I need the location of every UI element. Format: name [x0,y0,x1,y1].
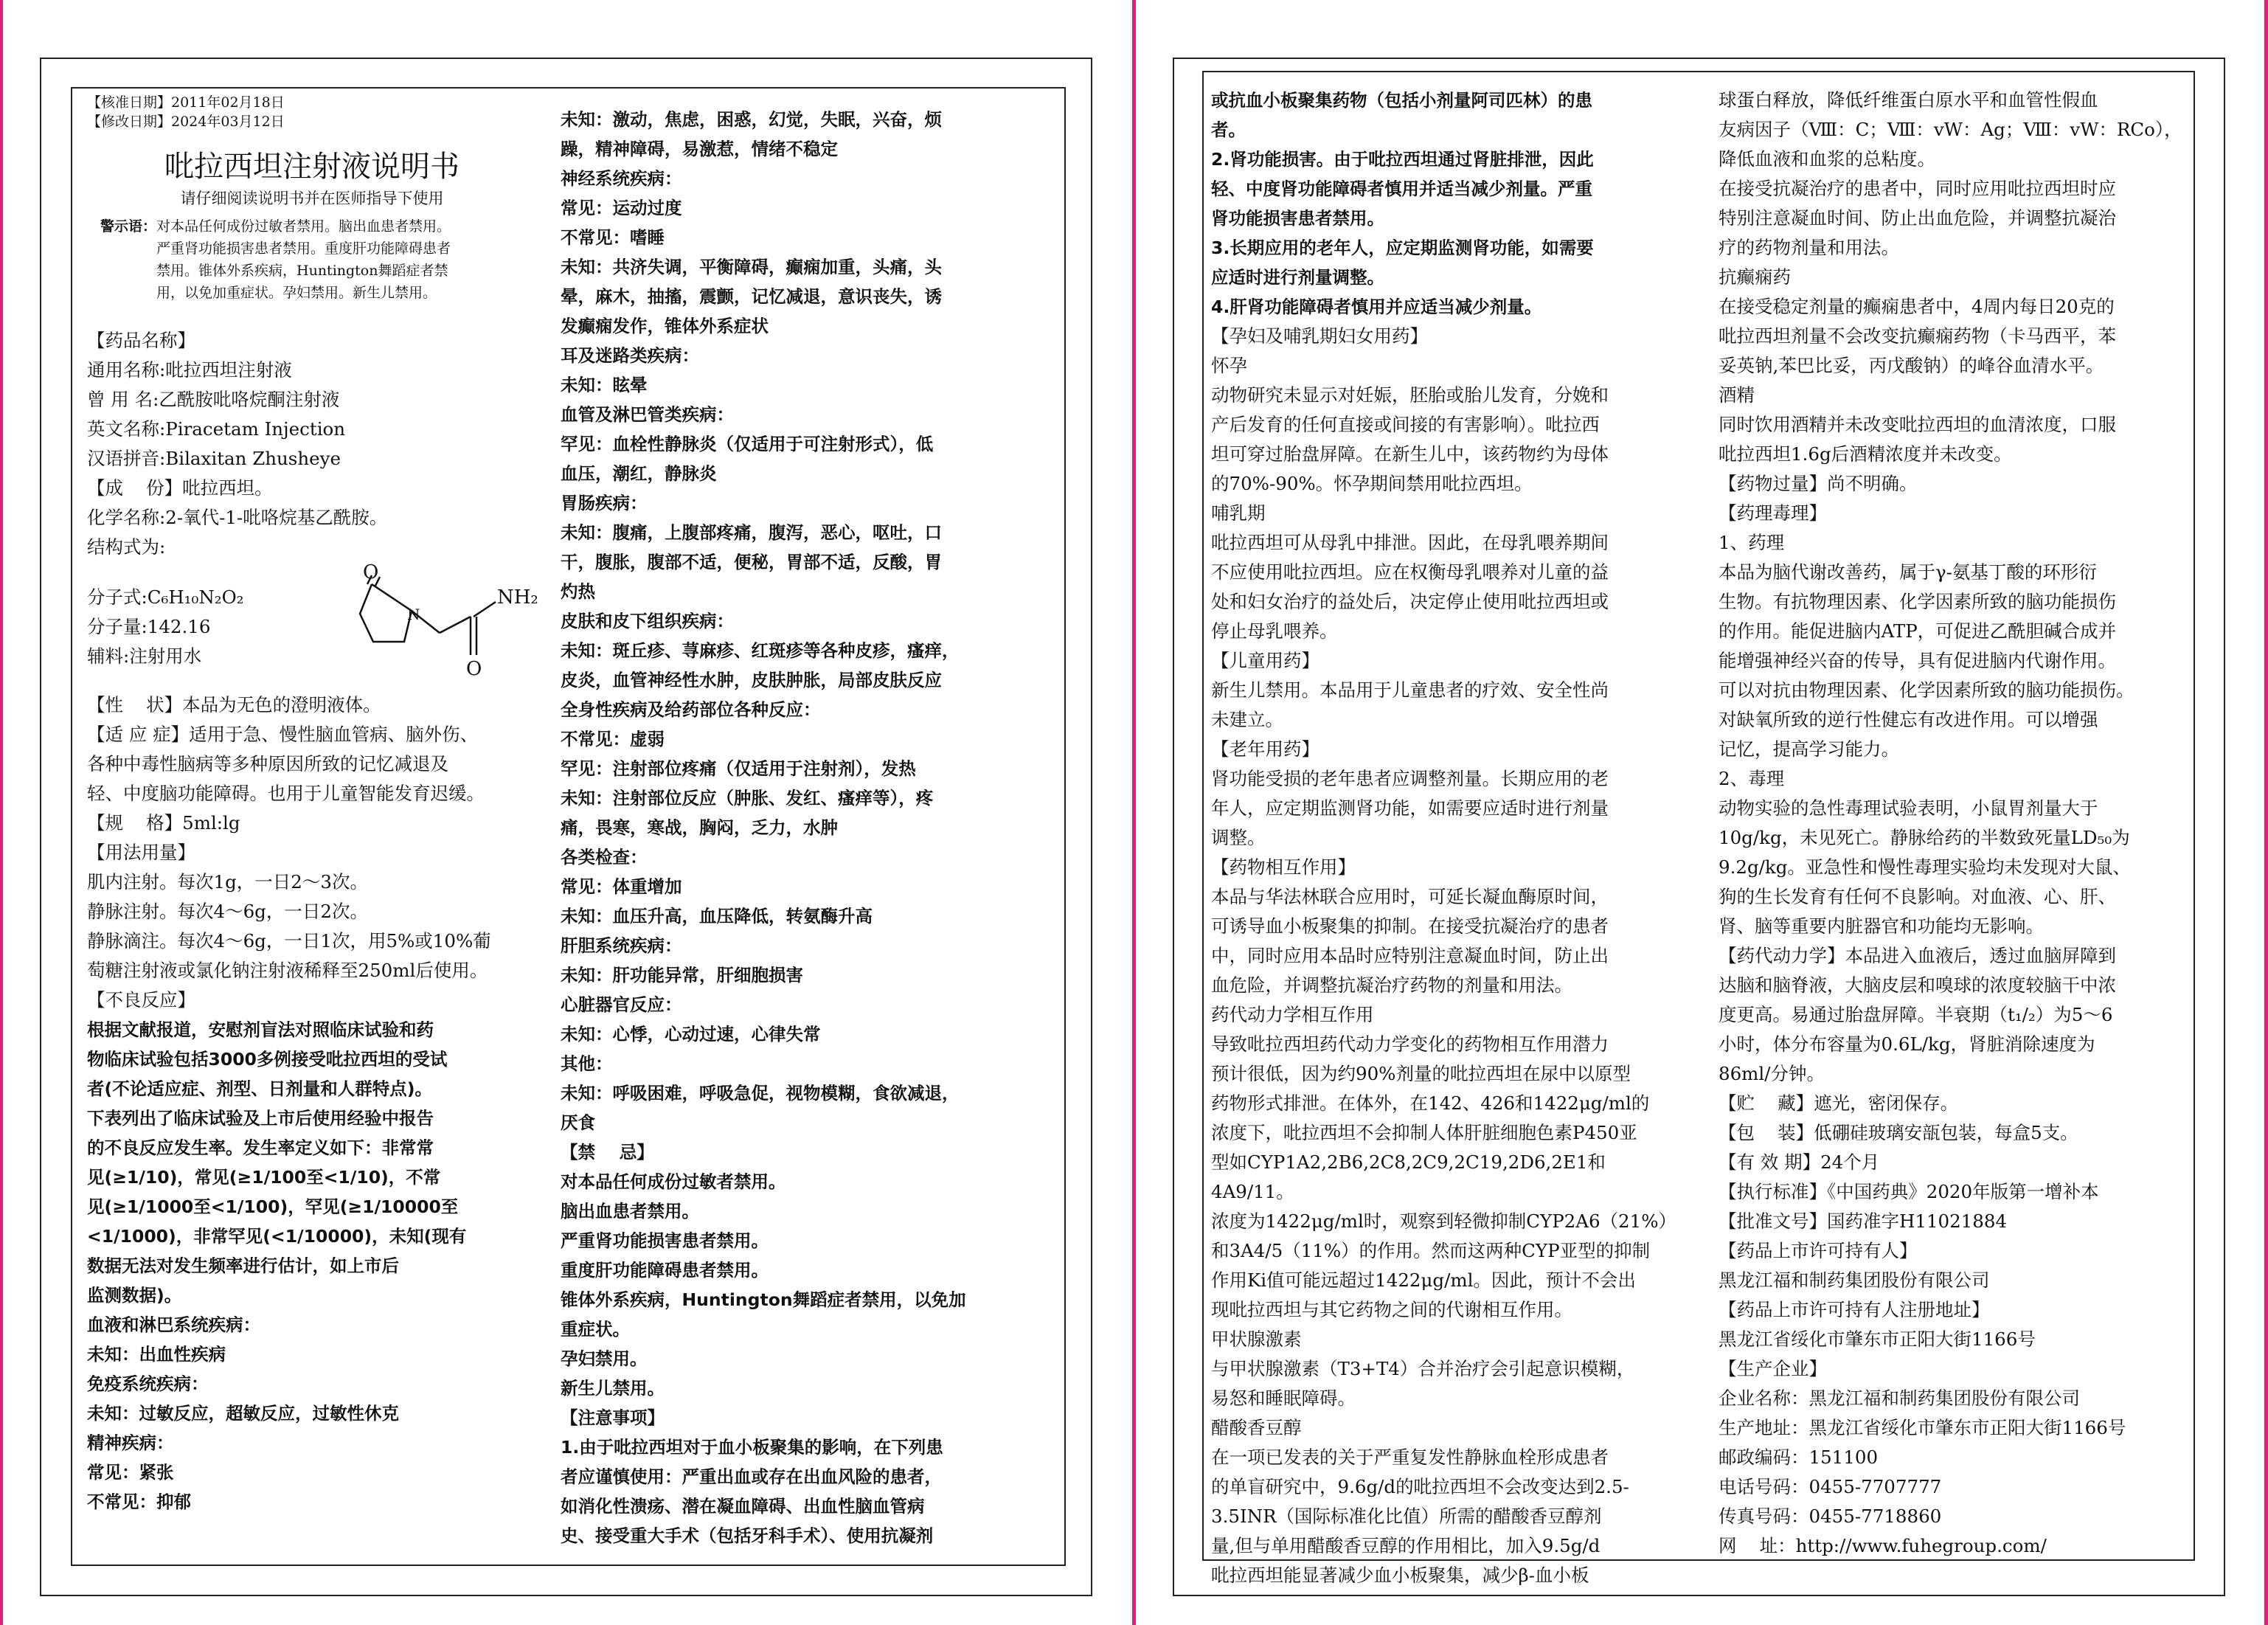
text-line: 未知：注射部位反应（肿胀、发红、瘙痒等），疼 [561,788,934,808]
warning-box [100,215,537,304]
text-line: 如消化性溃疡、潜在凝血障碍、出血性脑血管病 [561,1496,925,1517]
text-line: 肾功能损害患者禁用。 [1211,208,1384,229]
text-line: 动物研究未显示对妊娠，胚胎或胎儿发育，分娩和 [1211,384,1609,406]
text-line: 数据无法对发生频率进行估计，如上市后 [87,1255,399,1276]
text-line: 9.2g/kg。亚急性和慢性毒理实验均未发现对大鼠、 [1719,856,2131,878]
amide-oxygen-label: O [466,658,482,680]
left-page-column-2 [561,105,1062,1565]
drug-name-section [87,326,537,562]
excipient: 辅料:注射用水 [87,645,202,667]
text-line: 未知：呼吸困难，呼吸急促，视物模糊，食欲减退， [561,1083,960,1103]
text-line: 【药品上市许可持有人】 [1719,1240,1918,1261]
text-line: 吡拉西坦可从母乳中排泄。因此，在母乳喂养期间 [1211,532,1609,553]
text-line: 严重肾功能损害患者禁用。 [561,1230,769,1251]
text-line: 监测数据)。 [87,1285,182,1306]
text-line: 结构式为: [87,536,166,558]
text-line: 导致吡拉西坦药代动力学变化的药物相互作用潜力 [1211,1033,1609,1055]
text-line: 发癫痫发作，锥体外系症状 [561,316,769,336]
text-line: 血管及淋巴管类疾病： [561,404,734,425]
warning-label: 警示语： [100,218,157,235]
text-line: 轻、中度肾功能障碍者慎用并适当减少剂量。严重 [1211,179,1592,199]
text-line: 皮炎，血管神经性水肿，皮肤肿胀，局部皮肤反应 [561,670,942,690]
text-line: 见(≥1/1000至<1/100)，罕见(≥1/10000至 [87,1196,459,1217]
text-line: 3.长期应用的老年人，应定期监测肾功能，如需要 [1211,238,1594,258]
text-line: 未知：眩晕 [561,375,648,395]
text-line: 不常见：嗜睡 [561,227,665,248]
pyrrolidone-ring [360,584,412,642]
text-line: 吡拉西坦剂量不会改变抗癫痫药物（卡马西平，苯 [1719,325,2116,347]
divider-center [1132,0,1136,1625]
text-line: 新生儿禁用。 [561,1378,665,1399]
text-line: 降低血液和血浆的总粘度。 [1719,148,1935,170]
text-line: 【用法用量】 [87,842,195,863]
text-line: 免疫系统疾病： [87,1373,209,1394]
text-line: 【注意事项】 [561,1407,665,1428]
text-line: 电话号码：0455-7707777 [1719,1476,1942,1497]
text-line: 下表列出了临床试验及上市后使用经验中报告 [87,1108,434,1129]
text-line: 新生儿禁用。本品用于儿童患者的疗效、安全性尚 [1211,679,1609,701]
text-line: 1.由于吡拉西坦对于血小板聚集的影响，在下列患 [561,1437,943,1458]
text-line: 根据文献报道，安慰剂盲法对照临床试验和药 [87,1019,434,1040]
text-line: 【性 状】本品为无色的澄明液体。 [87,694,381,716]
text-line: 【不良反应】 [87,989,195,1011]
text-line: 精神疾病： [87,1432,174,1453]
text-line: 疗的药物剂量和用法。 [1719,237,1899,258]
text-line: 易怒和睡眠障碍。 [1211,1387,1356,1409]
text-line: 者。 [1211,119,1246,140]
text-line: 的单盲研究中，9.6g/d的吡拉西坦不会改变达到2.5- [1211,1476,1629,1497]
text-line: 未知：出血性疾病 [87,1344,226,1365]
text-line: 者(不论适应症、剂型、日剂量和人群特点)。 [87,1078,432,1099]
text-line: 血危险，并调整抗凝治疗药物的剂量和用法。 [1211,974,1572,996]
text-line: 心脏器官反应： [561,994,682,1015]
text-line: 胃肠疾病： [561,493,648,513]
text-line: 【药理毒理】 [1719,502,1827,524]
text-line: 药代动力学相互作用 [1211,1004,1374,1025]
text-line: 的70%-90%。怀孕期间禁用吡拉西坦。 [1211,473,1533,494]
ring-nitrogen-label: N [407,606,420,623]
text-line: 3.5INR（国际标准化比值）所需的醋酸香豆醇剂 [1211,1506,1602,1527]
text-line: 处和妇女治疗的益处后，决定停止使用吡拉西坦或 [1211,591,1609,612]
text-line: 不常见：抑郁 [87,1491,191,1512]
nh2-label: NH₂ [497,586,538,609]
text-line: 吡拉西坦1.6g后酒精浓度并未改变。 [1719,443,2012,465]
revision-date: 【修改日期】2024年03月12日 [87,114,285,130]
text-line: 中，同时应用本品时应特别注意凝血时间，防止出 [1211,945,1609,966]
text-line: 的作用。能促进脑内ATP，可促进乙酰胆碱合成并 [1719,620,2117,642]
text-line: 度更高。易通过胎盘屏障。半衰期（t₁/₂）为5～6 [1719,1004,2113,1025]
text-line: 4.肝肾功能障碍者慎用并应适当减少剂量。 [1211,297,1542,317]
text-line: 狗的生长发育有任何不良影响。对血液、心、肝、 [1719,886,2116,907]
text-line: 未知：激动，焦虑，困惑，幻觉，失眠，兴奋，烦 [561,109,942,130]
text-line: 【规 格】5ml:lg [87,812,240,834]
text-line: 不应使用吡拉西坦。应在权衡母乳喂养对儿童的益 [1211,561,1609,583]
text-line: 作用Ki值可能远超过1422μg/ml。因此，预计不会出 [1211,1269,1636,1291]
text-line: 不常见：虚弱 [561,729,665,749]
text-line: 【批准文号】国药准字H11021884 [1719,1210,2008,1232]
approval-date: 【核准日期】2011年02月18日 [87,94,285,111]
text-line: 【生产企业】 [1719,1358,1827,1379]
text-line: 见(≥1/10)，常见(≥1/100至<1/10)，不常 [87,1167,441,1188]
text-line: 未知：共济失调，平衡障碍，癫痫加重，头痛，头 [561,257,942,277]
text-line: 物临床试验包括3000多例接受吡拉西坦的受试 [87,1049,448,1070]
text-line: 各类检查： [561,847,648,867]
text-line: 【药品名称】 [87,330,195,351]
text-line: 重度肝功能障碍患者禁用。 [561,1260,769,1281]
text-line: 脑出血患者禁用。 [561,1201,699,1222]
text-line: 量,但与单用醋酸香豆醇的作用相比，加入9.5g/d [1211,1535,1601,1556]
text-line: 本品为脑代谢改善药，属于γ-氨基丁酸的环形衍 [1719,561,2097,583]
text-line: 对本品任何成份过敏者禁用。 [561,1171,786,1192]
text-line: 停止母乳喂养。 [1211,620,1338,642]
molecular-formula: 分子式:C₆H₁₀N₂O₂ [87,586,244,608]
text-line: 者应谨慎使用：严重出血或存在出血风险的患者， [561,1466,942,1487]
text-line: 各种中毒性脑病等多种原因所致的记忆减退及 [87,753,448,775]
text-line: 肌内注射。每次1g，一日2～3次。 [87,871,368,893]
text-line: 网 址：http://www.fuhegroup.com/ [1719,1535,2047,1556]
text-line: 厌食 [561,1112,595,1133]
text-line: 特别注意凝血时间、防止出血危险，并调整抗凝治 [1719,207,2116,229]
text-line: 轻、中度脑功能障碍。也用于儿童智能发育迟缓。 [87,783,485,804]
text-line: 常见：运动过度 [561,198,682,218]
text-line: 能增强神经兴奋的传导，具有促进脑内代谢作用。 [1719,650,2116,671]
formula-structure-block [87,561,538,686]
text-line: 【药代动力学】本品进入血液后，透过血脑屏障到 [1719,945,2116,966]
properties-adverse-reactions-section [87,690,537,1517]
text-line: 未知：心悸，心动过速，心律失常 [561,1024,821,1044]
text-line: 锥体外系疾病，Huntington舞蹈症者禁用，以免加 [561,1289,966,1310]
c-nh2-bond [474,602,496,617]
text-line: 耳及迷路类疾病： [561,345,699,366]
text-line: 肾、脑等重要内脏器官和功能均无影响。 [1719,915,2044,937]
text-line: 神经系统疾病： [561,168,682,189]
text-line: 通用名称:吡拉西坦注射液 [87,359,292,381]
text-line: 血压，潮红，静脉炎 [561,463,717,484]
text-line: 汉语拼音:Bilaxitan Zhusheye [87,448,341,469]
text-line: 小时，体分布容量为0.6L/kg，肾脏消除速度为 [1719,1033,2095,1055]
text-line: 【药品上市许可持有人注册地址】 [1719,1299,1990,1320]
text-line: 【执行标准】《中国药典》2020年版第一增补本 [1719,1181,2099,1202]
text-line: 【老年用药】 [1211,738,1319,760]
text-line: 灼热 [561,581,595,602]
text-line: 全身性疾病及给药部位各种反应： [561,699,821,720]
text-line: 企业名称：黑龙江福和制药集团股份有限公司 [1719,1387,2080,1409]
text-line: 孕妇禁用。 [561,1348,648,1369]
text-line: 型如CYP1A2,2B6,2C8,2C9,2C19,2D6,2E1和4A9/11。 [1211,1151,1606,1202]
text-line: 本品与华法林联合应用时，可延长凝血酶原时间， [1211,886,1609,907]
text-line: 常见：体重增加 [561,876,682,897]
text-line: 或抗血小板聚集药物（包括小剂量阿司匹林）的患 [1211,90,1592,111]
text-line: 生物。有抗物理因素、化学因素所致的脑功能损伤 [1719,591,2116,612]
text-line: 皮肤和皮下组织疾病： [561,611,734,631]
ch2-c-bond [440,617,471,633]
divider-right-edge [2264,0,2268,1625]
text-line: 静脉滴注。每次4～6g，一日1次，用5%或10%葡 [87,930,491,952]
text-line: 【包 装】低硼硅玻璃安瓿包装，每盒5支。 [1719,1122,2078,1143]
text-line: 友病因子（Ⅷ：C；Ⅷ：vW：Ag；Ⅷ：vW：RCo）， [1719,119,2182,140]
text-line: 罕见：血栓性静脉炎（仅适用于可注射形式），低 [561,434,934,454]
text-line: 邮政编码：151100 [1719,1446,1879,1468]
text-line: 【禁 忌】 [561,1142,654,1163]
text-line: 【贮 藏】遮光，密闭保存。 [1719,1092,1959,1114]
text-line: 【成 份】吡拉西坦。 [87,477,273,499]
text-line: 【药物相互作用】 [1211,856,1356,878]
text-line: 应适时进行剂量调整。 [1211,267,1384,288]
text-line: 现吡拉西坦与其它药物之间的代谢相互作用。 [1211,1299,1572,1320]
text-line: 生产地址：黑龙江省绥化市肇东市正阳大街1166号 [1719,1417,2126,1438]
text-line: 10g/kg，未见死亡。静脉给药的半数致死量LD₅₀为 [1719,827,2130,848]
text-line: 浓度下，吡拉西坦不会抑制人体肝脏细胞色素P450亚 [1211,1122,1637,1143]
text-line: 药物形式排泄。在体外，在142、426和1422μg/ml的 [1211,1092,1650,1114]
text-line: 英文名称:Piracetam Injection [87,418,346,440]
document-title: 吡拉西坦注射液说明书 [164,150,460,184]
text-line: 达脑和脑脊液，大脑皮层和嗅球的浓度较脑干中浓 [1719,974,2116,996]
text-line: 晕，麻木，抽搐，震颤，记忆减退，意识丧失，诱 [561,286,942,307]
chemical-structure-diagram [338,561,538,686]
text-line: 曾 用 名:乙酰胺吡咯烷酮注射液 [87,389,340,410]
text-line: 与甲状腺激素（T3+T4）合并治疗会引起意识模糊， [1211,1358,1635,1379]
text-line: 未知：斑丘疹、荨麻疹、红斑疹等各种皮疹，瘙痒， [561,640,960,661]
ring-oxygen-label: O [363,561,379,583]
text-line: 常见：紧张 [87,1462,174,1483]
text-line: 2.肾功能损害。由于吡拉西坦通过肾脏排泄，因此 [1211,149,1594,170]
text-line: 妥英钠,苯巴比妥，丙戊酸钠）的峰谷血清水平。 [1719,355,2104,376]
text-line: 未知：血压升高，血压降低，转氨酶升高 [561,906,873,926]
text-line: 萄糖注射液或氯化钠注射液稀释至250ml后使用。 [87,960,488,981]
text-line: 传真号码：0455-7718860 [1719,1506,1942,1527]
text-line: 【儿童用药】 [1211,650,1319,671]
text-line: 可以对抗由物理因素、化学因素所致的脑功能损伤。 [1719,679,2135,701]
text-line: 躁，精神障碍，易激惹，情绪不稳定 [561,139,838,159]
text-line: 醋酸香豆醇 [1211,1417,1302,1438]
text-line: 其他： [561,1053,613,1074]
text-line: 同时饮用酒精并未改变吡拉西坦的血清浓度，口服 [1719,414,2116,435]
text-line: 1、药理 [1719,532,1785,553]
divider-left-edge [0,0,3,1625]
text-line: 干，腹胀，腹部不适，便秘，胃部不适，反酸，胃 [561,552,942,572]
text-line: 血液和淋巴系统疾病： [87,1314,260,1335]
text-line: 浓度为1422μg/ml时，观察到轻微抑制CYP2A6（21%） [1211,1210,1677,1232]
text-line: 球蛋白释放，降低纤维蛋白原水平和血管性假血 [1719,89,2098,111]
text-line: 【孕妇及哺乳期妇女用药】 [1211,325,1428,347]
molecular-weight: 分子量:142.16 [87,616,211,637]
text-line: 预计很低，因为约90%剂量的吡拉西坦在尿中以原型 [1211,1063,1631,1084]
right-page-column-2 [1719,86,2192,1558]
text-line: 在一项已发表的关于严重复发性静脉血栓形成患者 [1211,1446,1609,1468]
text-line: 【适 应 症】适用于急、慢性脑血管病、脑外伤、 [87,724,479,745]
text-line: 【有 效 期】24个月 [1719,1151,1880,1173]
text-line: 甲状腺激素 [1211,1328,1302,1350]
text-line: 静脉注射。每次4～6g，一日2次。 [87,901,368,922]
text-line: 2、毒理 [1719,768,1785,789]
text-line: 重症状。 [561,1319,630,1340]
text-line: 调整。 [1211,827,1266,848]
text-line: 记忆，提高学习能力。 [1719,738,1899,760]
text-line: <1/1000)，非常罕见(<1/10000)，未知(现有 [87,1226,467,1247]
left-page-column-1 [87,93,537,1562]
document-subtitle: 请仔细阅读说明书并在医师指导下使用 [180,190,444,207]
text-line: 未知：腹痛，上腹部疼痛，腹泻，恶心，呕吐，口 [561,522,942,543]
text-line: 吡拉西坦能显著减少血小板聚集，减少β-血小板 [1211,1565,1589,1586]
text-line: 年人，应定期监测肾功能，如需要应适时进行剂量 [1211,797,1609,819]
text-line: 黑龙江省绥化市肇东市正阳大街1166号 [1719,1328,2036,1350]
text-line: 化学名称:2-氧代-1-吡咯烷基乙酰胺。 [87,507,388,528]
text-line: 和3A4/5（11%）的作用。然而这两种CYP亚型的抑制 [1211,1240,1651,1261]
text-line: 的不良反应发生率。发生率定义如下：非常常 [87,1137,434,1158]
text-line: 怀孕 [1211,355,1247,376]
text-line: 肾功能受损的老年患者应调整剂量。长期应用的老 [1211,768,1609,789]
warning-text: 对本品任何成份过敏者禁用。脑出血患者禁用。严重肾功能损害患者禁用。重度肝功能障碍患者禁用。锥体外系疾病，Huntington舞蹈症者禁用，以免加重症状。孕妇禁用。新生儿禁用。 [156,218,451,301]
text-line: 未知：过敏反应，超敏反应，过敏性休克 [87,1403,399,1424]
text-line: 痛，畏寒，寒战，胸闷，乏力，水肿 [561,817,838,838]
right-page-column-1 [1211,86,1687,1586]
text-line: 罕见：注射部位疼痛（仅适用于注射剂），发热 [561,758,916,779]
text-line: 产后发育的任何直接或间接的有害影响）。吡拉西 [1211,414,1600,435]
text-line: 在接受抗凝治疗的患者中，同时应用吡拉西坦时应 [1719,178,2116,199]
text-line: 坦可穿过胎盘屏障。在新生儿中，该药物约为母体 [1211,443,1609,465]
text-line: 【药物过量】尚不明确。 [1719,473,1918,494]
text-line: 抗癫痫药 [1719,266,1791,288]
text-line: 黑龙江福和制药集团股份有限公司 [1719,1269,1990,1291]
text-line: 可诱导血小板聚集的抑制。在接受抗凝治疗的患者 [1211,915,1609,937]
text-line: 未知：肝功能异常，肝细胞损害 [561,965,803,985]
text-line: 肝胆系统疾病： [561,935,682,956]
text-line: 86ml/分钟。 [1719,1063,1825,1084]
text-line: 对缺氧所致的逆行性健忘有改进作用。可以增强 [1719,709,2098,730]
text-line: 在接受稳定剂量的癫痫患者中，4周内每日20克的 [1719,296,2115,317]
text-line: 动物实验的急性毒理试验表明，小鼠胃剂量大于 [1719,797,2098,819]
text-line: 哺乳期 [1211,502,1266,524]
text-line: 未建立。 [1211,709,1283,730]
text-line: 史、接受重大手术（包括牙科手术）、使用抗凝剂 [561,1525,934,1546]
text-line: 酒精 [1719,384,1755,406]
